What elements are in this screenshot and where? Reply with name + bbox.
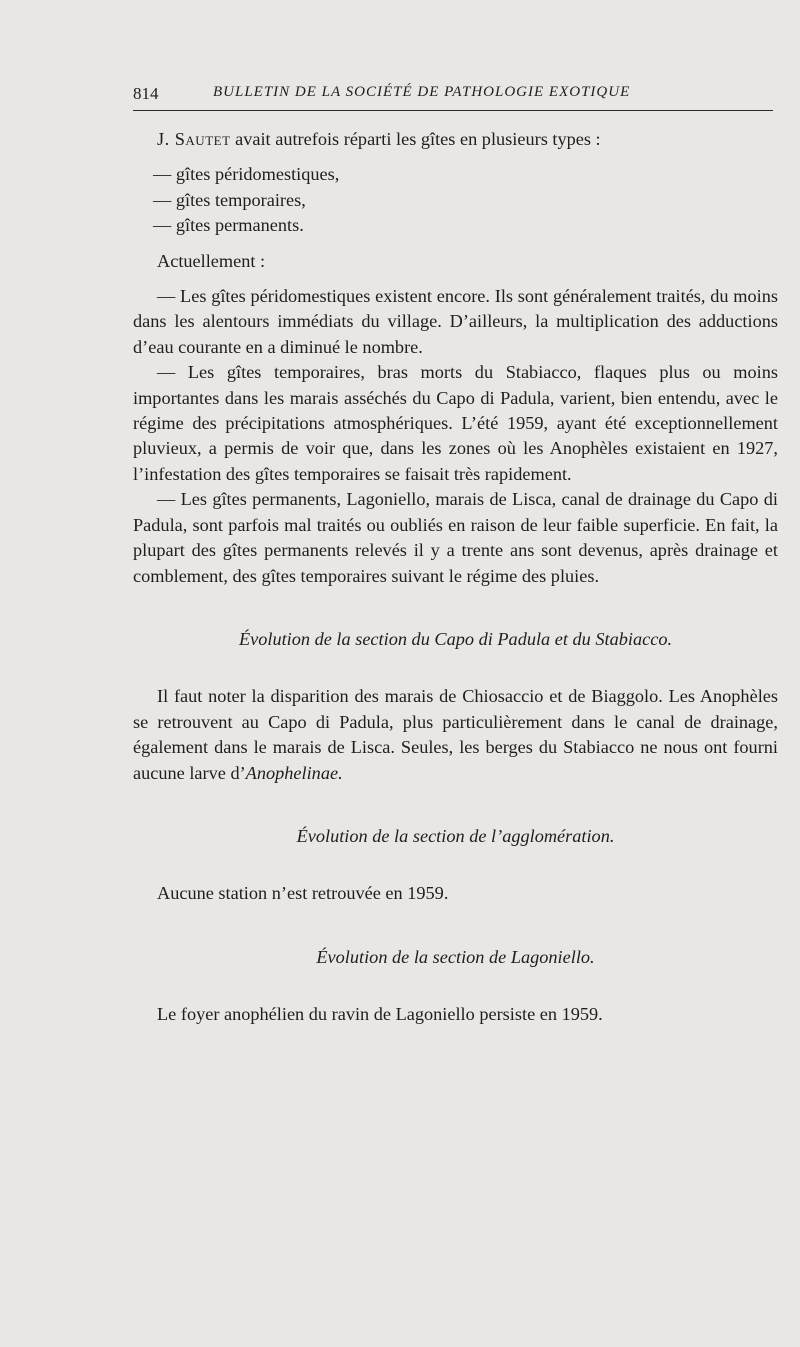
type-item: — gîtes temporaires, bbox=[153, 189, 306, 210]
page-header bbox=[133, 82, 773, 111]
author-name: J. Sautet bbox=[157, 129, 231, 149]
actuellement-label: Actuellement : bbox=[157, 250, 266, 271]
intro-paragraph bbox=[133, 127, 778, 152]
section-text-main: Il faut noter la disparition des marais de Chiosaccio et de Biaggolo. Les Anophèles se retrouvent au Capo di Padula, plus particulièrement dans le canal de drainage, également dans le marais de Lisca. Seules, les berges du Stabiacco ne nous ont fourni aucune larve d’ bbox=[133, 686, 778, 783]
page-number: 814 bbox=[133, 84, 159, 103]
section-text: Aucune station n’est retrouvée en 1959. bbox=[157, 883, 449, 904]
paragraph-peridomestiques: — Les gîtes péridomestiques existent encore. Ils sont généralement traités, du moins dans les alentours immédiats du village. D’ailleurs, la multiplication des adductions d’eau courante en a diminué le nombre. bbox=[133, 286, 778, 357]
section-heading: Évolution de la section du Capo di Padula et du Stabiacco. bbox=[238, 628, 673, 649]
section-text bbox=[133, 684, 778, 786]
section-heading: Évolution de la section de Lagoniello. bbox=[316, 946, 595, 967]
taxon-name: Anophelinae. bbox=[245, 762, 343, 783]
intro-text: avait autrefois réparti les gîtes en plusieurs types : bbox=[230, 129, 601, 149]
section-heading: Évolution de la section de l’agglomération. bbox=[296, 825, 615, 846]
section-text: Le foyer anophélien du ravin de Lagoniello persiste en 1959. bbox=[157, 1004, 603, 1025]
paragraph-permanents: — Les gîtes permanents, Lagoniello, marais de Lisca, canal de drainage du Capo di Padula, sont parfois mal traités ou oubliés en raison de leur faible superficie. En fait, la plupart des gîtes permanents relevés il y a trente ans sont devenus, après drainage et comblement, des gîtes temporaires suivant le régime des pluies. bbox=[133, 489, 778, 586]
article-body bbox=[133, 127, 778, 1028]
running-title: BULLETIN DE LA SOCIÉTÉ DE PATHOLOGIE EXOTIQUE bbox=[213, 84, 631, 100]
type-item: — gîtes permanents. bbox=[153, 215, 304, 236]
paragraph-temporaires: — Les gîtes temporaires, bras morts du Stabiacco, flaques plus ou moins importantes dans les marais asséchés du Capo di Padula, varient, bien entendu, avec le régime des précipitations atmosphériques. L’été 1959, ayant été exceptionnellement pluvieux, a permis de voir que, dans les zones où les Anophèles existaient en 1927, l’infestation des gîtes temporaires se faisait très rapidement. bbox=[133, 362, 778, 484]
type-item: — gîtes péridomestiques, bbox=[153, 164, 340, 185]
